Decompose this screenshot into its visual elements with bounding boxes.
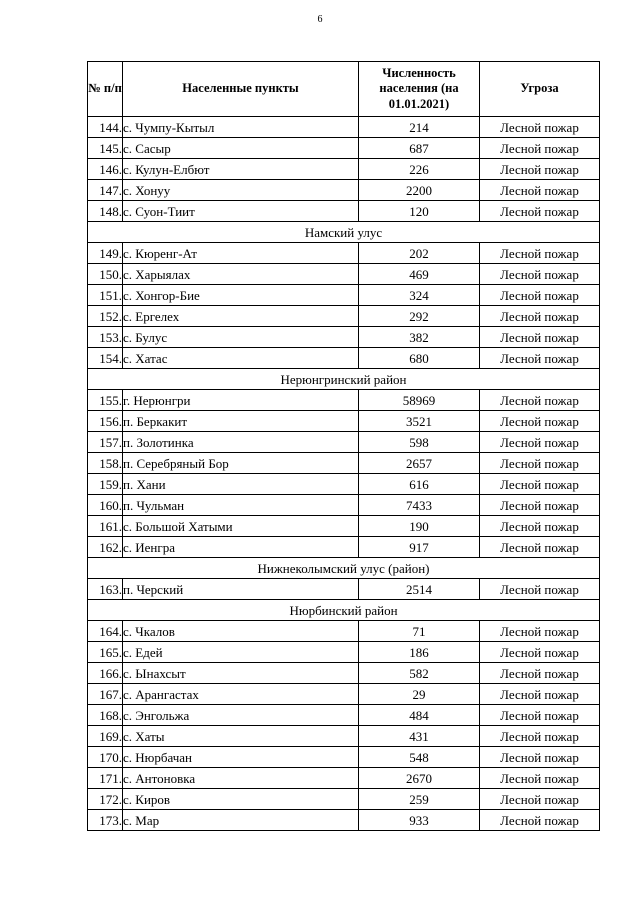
population-value: 29 [359, 684, 480, 705]
row-number: 156. [88, 411, 123, 432]
population-value: 2657 [359, 453, 480, 474]
population-value: 7433 [359, 495, 480, 516]
settlement-name: п. Черский [123, 579, 359, 600]
population-value: 616 [359, 474, 480, 495]
population-value: 382 [359, 327, 480, 348]
row-number: 167. [88, 684, 123, 705]
threat-value: Лесной пожар [480, 138, 600, 159]
threat-value: Лесной пожар [480, 327, 600, 348]
population-value: 917 [359, 537, 480, 558]
population-value: 226 [359, 159, 480, 180]
settlement-name: с. Ергелех [123, 306, 359, 327]
settlement-name: с. Нюрбачан [123, 747, 359, 768]
row-number: 169. [88, 726, 123, 747]
table-row [88, 663, 600, 684]
settlement-name: с. Большой Хатыми [123, 516, 359, 537]
population-value: 190 [359, 516, 480, 537]
row-number: 154. [88, 348, 123, 369]
threat-value: Лесной пожар [480, 453, 600, 474]
threat-value: Лесной пожар [480, 285, 600, 306]
header-population: Численность населения (на 01.01.2021) [359, 62, 480, 117]
header-threat: Угроза [480, 62, 600, 117]
table-row [88, 495, 600, 516]
table-row [88, 243, 600, 264]
table-row [88, 789, 600, 810]
row-number: 158. [88, 453, 123, 474]
row-number: 166. [88, 663, 123, 684]
population-value: 687 [359, 138, 480, 159]
header-number: № п/п [88, 62, 123, 117]
row-number: 173. [88, 810, 123, 831]
row-number: 165. [88, 642, 123, 663]
threat-value: Лесной пожар [480, 201, 600, 222]
threat-value: Лесной пожар [480, 579, 600, 600]
section-row [88, 558, 600, 579]
settlement-name: с. Ынахсыт [123, 663, 359, 684]
settlement-name: с. Антоновка [123, 768, 359, 789]
threat-value: Лесной пожар [480, 768, 600, 789]
row-number: 144. [88, 117, 123, 138]
row-number: 162. [88, 537, 123, 558]
table-row [88, 516, 600, 537]
header-settlements: Населенные пункты [123, 62, 359, 117]
table-row [88, 726, 600, 747]
settlement-name: с. Чкалов [123, 621, 359, 642]
settlement-name: п. Хани [123, 474, 359, 495]
table-row [88, 390, 600, 411]
settlement-name: п. Беркакит [123, 411, 359, 432]
settlement-name: с. Харыялах [123, 264, 359, 285]
row-number: 155. [88, 390, 123, 411]
population-value: 469 [359, 264, 480, 285]
settlement-name: с. Сасыр [123, 138, 359, 159]
population-value: 3521 [359, 411, 480, 432]
threat-value: Лесной пожар [480, 411, 600, 432]
threat-value: Лесной пожар [480, 642, 600, 663]
table-row [88, 432, 600, 453]
row-number: 171. [88, 768, 123, 789]
settlement-name: с. Хаты [123, 726, 359, 747]
row-number: 163. [88, 579, 123, 600]
population-value: 214 [359, 117, 480, 138]
population-value: 2670 [359, 768, 480, 789]
row-number: 151. [88, 285, 123, 306]
settlement-name: с. Кюренг-Ат [123, 243, 359, 264]
table-row [88, 327, 600, 348]
section-row [88, 222, 600, 243]
threat-value: Лесной пожар [480, 621, 600, 642]
settlement-name: п. Серебряный Бор [123, 453, 359, 474]
population-value: 2514 [359, 579, 480, 600]
header-row [88, 62, 600, 117]
threat-value: Лесной пожар [480, 159, 600, 180]
table-row [88, 747, 600, 768]
threat-value: Лесной пожар [480, 117, 600, 138]
threat-value: Лесной пожар [480, 705, 600, 726]
population-value: 259 [359, 789, 480, 810]
row-number: 150. [88, 264, 123, 285]
threat-value: Лесной пожар [480, 495, 600, 516]
population-value: 598 [359, 432, 480, 453]
threat-value: Лесной пожар [480, 474, 600, 495]
page-number: 6 [317, 14, 323, 25]
threat-value: Лесной пожар [480, 684, 600, 705]
row-number: 152. [88, 306, 123, 327]
section-title: Нерюнгринский район [88, 369, 600, 390]
threat-value: Лесной пожар [480, 306, 600, 327]
table-row [88, 159, 600, 180]
threat-value: Лесной пожар [480, 180, 600, 201]
population-value: 431 [359, 726, 480, 747]
population-value: 933 [359, 810, 480, 831]
population-value: 2200 [359, 180, 480, 201]
section-title: Нижнеколымский улус (район) [88, 558, 600, 579]
settlement-name: с. Чумпу-Кытыл [123, 117, 359, 138]
settlements-table [87, 61, 600, 831]
table-row [88, 285, 600, 306]
row-number: 161. [88, 516, 123, 537]
settlement-name: с. Едей [123, 642, 359, 663]
settlement-name: с. Хонгор-Бие [123, 285, 359, 306]
section-title: Нюрбинский район [88, 600, 600, 621]
threat-value: Лесной пожар [480, 432, 600, 453]
settlement-name: с. Иенгра [123, 537, 359, 558]
table-row [88, 138, 600, 159]
population-value: 680 [359, 348, 480, 369]
settlement-name: с. Арангастах [123, 684, 359, 705]
threat-value: Лесной пожар [480, 264, 600, 285]
threat-value: Лесной пожар [480, 243, 600, 264]
table-row [88, 264, 600, 285]
threat-value: Лесной пожар [480, 726, 600, 747]
row-number: 146. [88, 159, 123, 180]
row-number: 172. [88, 789, 123, 810]
population-value: 120 [359, 201, 480, 222]
threat-value: Лесной пожар [480, 537, 600, 558]
settlement-name: п. Чульман [123, 495, 359, 516]
settlement-name: с. Хонуу [123, 180, 359, 201]
table-row [88, 621, 600, 642]
population-value: 186 [359, 642, 480, 663]
table-row [88, 705, 600, 726]
settlement-name: п. Золотинка [123, 432, 359, 453]
settlement-name: с. Суон-Тиит [123, 201, 359, 222]
table-row [88, 348, 600, 369]
section-row [88, 600, 600, 621]
population-value: 324 [359, 285, 480, 306]
threat-value: Лесной пожар [480, 516, 600, 537]
row-number: 164. [88, 621, 123, 642]
population-value: 582 [359, 663, 480, 684]
row-number: 148. [88, 201, 123, 222]
table-row [88, 180, 600, 201]
settlement-name: г. Нерюнгри [123, 390, 359, 411]
table-row [88, 768, 600, 789]
table-row [88, 201, 600, 222]
section-title: Намский улус [88, 222, 600, 243]
threat-value: Лесной пожар [480, 810, 600, 831]
population-value: 292 [359, 306, 480, 327]
table-row [88, 642, 600, 663]
table-row [88, 306, 600, 327]
settlement-name: с. Мар [123, 810, 359, 831]
row-number: 168. [88, 705, 123, 726]
threat-value: Лесной пожар [480, 747, 600, 768]
table-row [88, 117, 600, 138]
section-row [88, 369, 600, 390]
population-value: 202 [359, 243, 480, 264]
population-value: 71 [359, 621, 480, 642]
row-number: 147. [88, 180, 123, 201]
table-row [88, 537, 600, 558]
table-row [88, 579, 600, 600]
row-number: 160. [88, 495, 123, 516]
table-row [88, 810, 600, 831]
table-row [88, 453, 600, 474]
row-number: 153. [88, 327, 123, 348]
row-number: 159. [88, 474, 123, 495]
population-value: 548 [359, 747, 480, 768]
row-number: 145. [88, 138, 123, 159]
table-row [88, 411, 600, 432]
settlement-name: с. Булус [123, 327, 359, 348]
settlement-name: с. Кулун-Елбют [123, 159, 359, 180]
table-header [88, 62, 600, 117]
threat-value: Лесной пожар [480, 348, 600, 369]
table-body [88, 117, 600, 831]
table-row [88, 474, 600, 495]
settlement-name: с. Энгольжа [123, 705, 359, 726]
threat-value: Лесной пожар [480, 390, 600, 411]
row-number: 149. [88, 243, 123, 264]
settlement-name: с. Киров [123, 789, 359, 810]
table-row [88, 684, 600, 705]
threat-value: Лесной пожар [480, 789, 600, 810]
row-number: 157. [88, 432, 123, 453]
population-value: 58969 [359, 390, 480, 411]
settlement-name: с. Хатас [123, 348, 359, 369]
threat-value: Лесной пожар [480, 663, 600, 684]
row-number: 170. [88, 747, 123, 768]
population-value: 484 [359, 705, 480, 726]
